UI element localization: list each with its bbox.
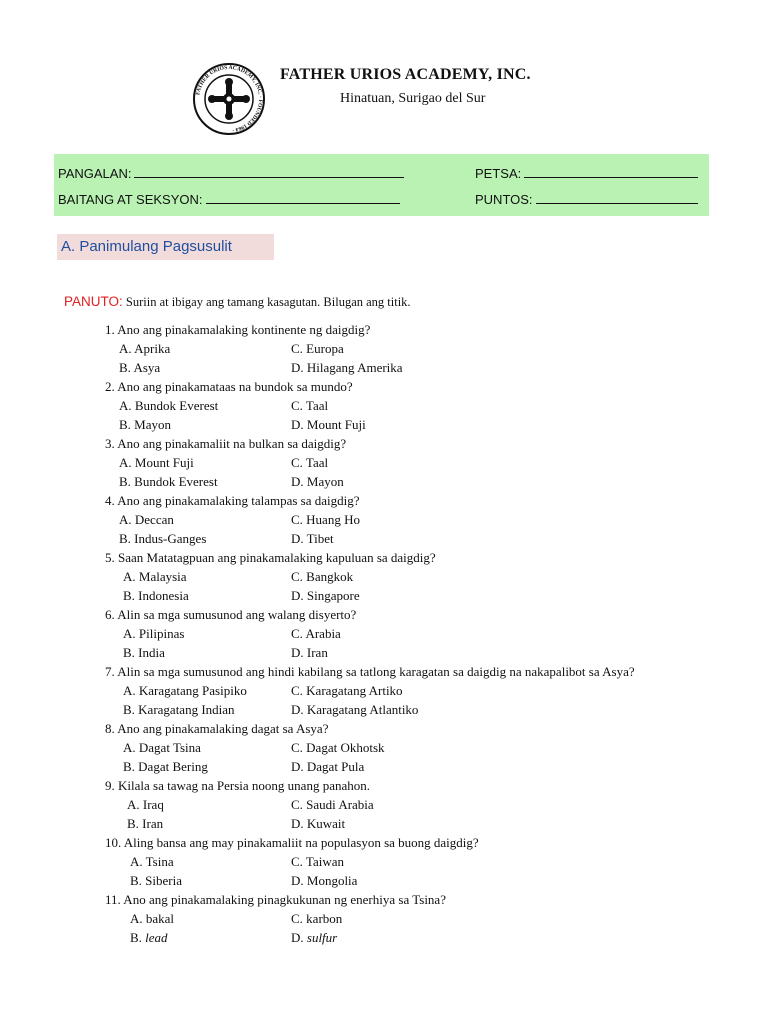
option-c[interactable]: C. Huang Ho — [291, 512, 360, 527]
option-d-letter: D. — [291, 930, 304, 945]
instructions — [64, 294, 411, 310]
question-text: 11. Ano ang pinakamalaking pinagkukunan ng enerhiya sa Tsina? — [105, 892, 446, 907]
option-d[interactable]: D. Tibet — [291, 531, 334, 546]
question-text: 3. Ano ang pinakamaliit na bulkan sa daigdig? — [105, 436, 347, 451]
option-b[interactable]: B. Siberia — [130, 873, 182, 888]
svg-text:FATHER URIOS ACADEMY, INC. · F: FATHER URIOS ACADEMY, INC. · FOUNDED 1964 · — [195, 64, 264, 133]
section-title-box — [57, 234, 274, 260]
grade-section-label: BAITANG AT SEKSYON: — [58, 192, 203, 207]
date-blank-line[interactable] — [524, 165, 698, 178]
option-a[interactable]: A. Iraq — [127, 797, 164, 812]
name-field[interactable] — [58, 165, 404, 181]
question-text: 4. Ano ang pinakamalaking talampas sa daigdig? — [105, 493, 360, 508]
option-b[interactable]: B. Iran — [127, 816, 164, 831]
option-b-letter: B. — [130, 930, 142, 945]
option-d[interactable]: D. Kuwait — [291, 816, 346, 831]
option-d[interactable]: D. Mayon — [291, 474, 344, 489]
option-d-word: sulfur — [306, 930, 338, 945]
question-text: 7. Alin sa mga sumusunod ang hindi kabilang sa tatlong karagatan sa daigdig na nakapalibot sa Asya? — [105, 664, 635, 679]
option-a[interactable]: A. Aprika — [119, 341, 171, 356]
option-b[interactable] — [130, 930, 168, 946]
option-d[interactable]: D. Karagatang Atlantiko — [291, 702, 419, 717]
name-blank-line[interactable] — [134, 165, 404, 178]
option-b[interactable]: B. Indus-Ganges — [119, 531, 207, 546]
option-b[interactable]: B. India — [123, 645, 165, 660]
option-c[interactable]: C. Arabia — [291, 626, 341, 641]
option-a[interactable]: A. Malaysia — [123, 569, 187, 584]
option-a[interactable]: A. Karagatang Pasipiko — [123, 683, 247, 698]
school-name: FATHER URIOS ACADEMY, INC. — [280, 66, 531, 83]
grade-section-field[interactable] — [58, 191, 400, 207]
option-a[interactable]: A. Tsina — [130, 854, 174, 869]
question-text: 2. Ano ang pinakamataas na bundok sa mundo? — [105, 379, 353, 394]
option-a[interactable]: A. Deccan — [119, 512, 174, 527]
option-c[interactable]: C. Taiwan — [291, 854, 345, 869]
option-b[interactable]: B. Mayon — [119, 417, 171, 432]
question-text: 10. Aling bansa ang may pinakamaliit na populasyon sa buong daigdig? — [105, 835, 479, 850]
option-c[interactable]: C. Taal — [291, 398, 329, 413]
option-c[interactable]: C. Bangkok — [291, 569, 354, 584]
name-label: PANGALAN: — [58, 166, 132, 181]
option-a[interactable]: A. bakal — [130, 911, 175, 926]
option-b[interactable]: B. Asya — [119, 360, 161, 375]
option-a[interactable]: A. Pilipinas — [123, 626, 185, 641]
option-b[interactable]: B. Karagatang Indian — [123, 702, 235, 717]
option-c[interactable]: C. Dagat Okhotsk — [291, 740, 385, 755]
instructions-label: PANUTO: — [64, 294, 123, 309]
option-d[interactable]: D. Singapore — [291, 588, 360, 603]
date-field[interactable] — [475, 165, 698, 181]
option-c[interactable]: C. karbon — [291, 911, 343, 926]
question-text: 5. Saan Matatagpuan ang pinakamalaking kapuluan sa daigdig? — [105, 550, 436, 565]
option-d[interactable] — [291, 930, 337, 946]
student-info-box — [54, 154, 709, 216]
option-b-word: lead — [145, 930, 168, 945]
option-d[interactable]: D. Dagat Pula — [291, 759, 365, 774]
school-address: Hinatuan, Surigao del Sur — [340, 91, 486, 106]
option-c[interactable]: C. Karagatang Artiko — [291, 683, 403, 698]
option-c[interactable]: C. Taal — [291, 455, 329, 470]
option-a[interactable]: A. Dagat Tsina — [123, 740, 201, 755]
option-c[interactable]: C. Europa — [291, 341, 344, 356]
question-text: 8. Ano ang pinakamalaking dagat sa Asya? — [105, 721, 329, 736]
option-d[interactable]: D. Mount Fuji — [291, 417, 366, 432]
option-a[interactable]: A. Bundok Everest — [119, 398, 219, 413]
question-text: 1. Ano ang pinakamalaking kontinente ng daigdig? — [105, 322, 371, 337]
option-d[interactable]: D. Hilagang Amerika — [291, 360, 403, 375]
option-b[interactable]: B. Bundok Everest — [119, 474, 218, 489]
question-text: 6. Alin sa mga sumusunod ang walang disyerto? — [105, 607, 357, 622]
score-blank-line[interactable] — [536, 191, 698, 204]
section-title: A. Panimulang Pagsusulit — [61, 238, 232, 255]
score-label: PUNTOS: — [475, 192, 533, 207]
option-c[interactable]: C. Saudi Arabia — [291, 797, 374, 812]
school-seal-logo — [192, 62, 266, 136]
option-b[interactable]: B. Indonesia — [123, 588, 189, 603]
grade-section-blank-line[interactable] — [206, 191, 400, 204]
option-d[interactable]: D. Mongolia — [291, 873, 358, 888]
option-a[interactable]: A. Mount Fuji — [119, 455, 194, 470]
option-b[interactable]: B. Dagat Bering — [123, 759, 208, 774]
score-field[interactable] — [475, 191, 698, 207]
instructions-text: Suriin at ibigay ang tamang kasagutan. Bilugan ang titik. — [125, 295, 411, 309]
question-text: 9. Kilala sa tawag na Persia noong unang panahon. — [105, 778, 370, 793]
option-d[interactable]: D. Iran — [291, 645, 328, 660]
date-label: PETSA: — [475, 166, 522, 181]
